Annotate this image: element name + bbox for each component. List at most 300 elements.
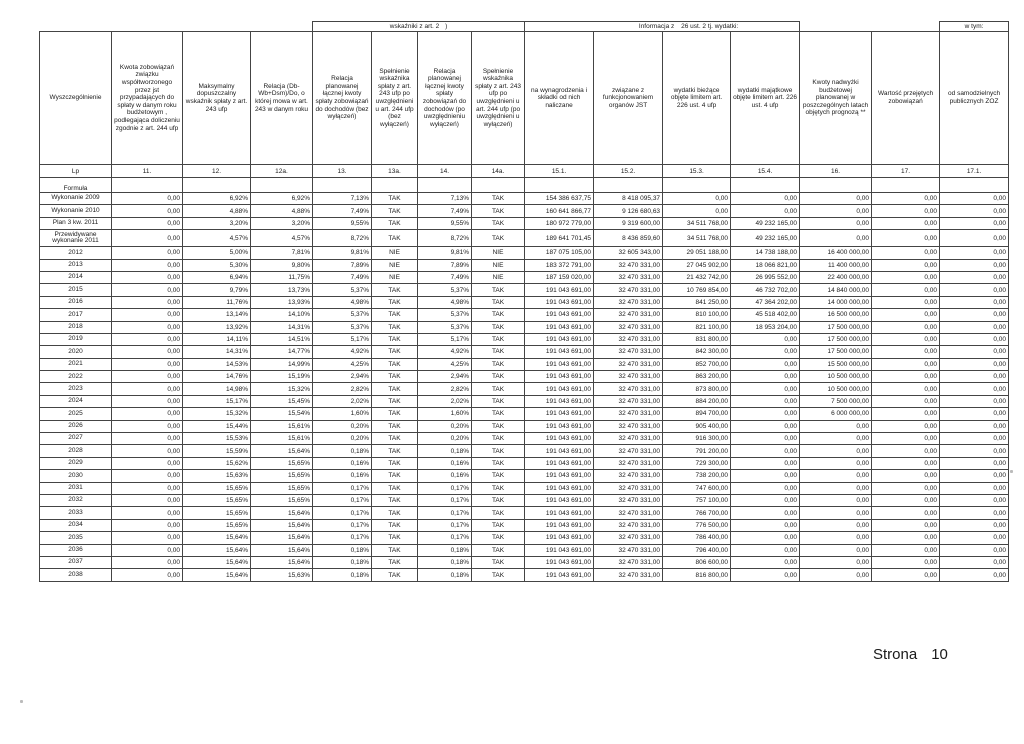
table-cell-c151: 191 043 691,00	[525, 470, 594, 482]
table-cell-c14a: TAK	[472, 482, 525, 494]
table-cell-c12: 15,53%	[183, 433, 251, 445]
column-header-1: Wyszczególnienie	[40, 32, 112, 165]
table-cell-c171: 0,00	[940, 346, 1009, 358]
table-row	[40, 358, 1009, 370]
table-cell-c14: 4,25%	[418, 358, 472, 370]
column-header-2: Kwota zobowiązań związku współtworzonego przez jst przypadających do spłaty w danym roku budżetowym , podlegająca doliczeniu zgodnie z art. 244 ufp	[112, 32, 183, 165]
table-cell-c152: 32 470 331,00	[594, 445, 663, 457]
table-cell-c13a: TAK	[372, 193, 418, 205]
table-cell-c151: 191 043 691,00	[525, 333, 594, 345]
table-cell-c13: 0,17%	[313, 519, 372, 531]
table-cell-c17: 0,00	[872, 193, 940, 205]
table-cell-c153: 34 511 768,00	[663, 230, 731, 247]
table-cell-c14a: TAK	[472, 569, 525, 581]
table-cell-c171: 0,00	[940, 358, 1009, 370]
table-row	[40, 556, 1009, 568]
column-number-row	[40, 165, 1009, 178]
table-cell-c17: 0,00	[872, 309, 940, 321]
table-cell-c12: 9,79%	[183, 284, 251, 296]
table-cell-c152: 32 605 343,00	[594, 247, 663, 259]
table-cell-c14: 2,94%	[418, 371, 472, 383]
table-row	[40, 544, 1009, 556]
table-row	[40, 569, 1009, 581]
page-number: 10	[931, 646, 948, 663]
table-cell-c152: 32 470 331,00	[594, 309, 663, 321]
table-cell-c16: 0,00	[800, 494, 872, 506]
table-row	[40, 383, 1009, 395]
table-cell-c153: 806 600,00	[663, 556, 731, 568]
column-header-7: Relacja planowanej łącznej kwoty spłaty zobowiązań do dochodów (po uwzględnieniu wyłączeń)	[418, 32, 472, 165]
table-cell-c11: 0,00	[112, 193, 183, 205]
table-cell-c16: 11 400 000,00	[800, 259, 872, 271]
table-cell-c14a: TAK	[472, 544, 525, 556]
table-cell-c12a: 6,92%	[251, 193, 313, 205]
table-cell-c12: 11,76%	[183, 296, 251, 308]
table-cell-c154: 26 995 552,00	[731, 271, 800, 283]
table-cell-c12a: 3,20%	[251, 217, 313, 229]
table-cell-c17: 0,00	[872, 271, 940, 283]
table-cell-c17: 0,00	[872, 507, 940, 519]
row-label: 2020	[40, 346, 112, 358]
table-cell-c12a: 4,57%	[251, 230, 313, 247]
column-number-5: 13.	[313, 165, 372, 178]
table-cell-c13: 7,49%	[313, 271, 372, 283]
table-cell-c14: 4,92%	[418, 346, 472, 358]
row-label: Wykonanie 2009	[40, 193, 112, 205]
table-cell-c11: 0,00	[112, 544, 183, 556]
table-cell-c17: 0,00	[872, 457, 940, 469]
table-cell-c152: 32 470 331,00	[594, 259, 663, 271]
table-cell-c152: 32 470 331,00	[594, 383, 663, 395]
table-cell-c12a: 9,80%	[251, 259, 313, 271]
table-cell-c17: 0,00	[872, 247, 940, 259]
table-cell-c154: 0,00	[731, 569, 800, 581]
table-cell-c13: 0,20%	[313, 420, 372, 432]
table-cell-c13: 0,16%	[313, 457, 372, 469]
table-row	[40, 217, 1009, 229]
row-label: 2021	[40, 358, 112, 370]
table-cell-c152: 32 470 331,00	[594, 494, 663, 506]
table-cell-c151: 191 043 691,00	[525, 309, 594, 321]
table-cell-c13: 4,98%	[313, 296, 372, 308]
table-cell-c13a: TAK	[372, 420, 418, 432]
table-cell-c16: 17 500 000,00	[800, 321, 872, 333]
table-cell-c153: 729 300,00	[663, 457, 731, 469]
table-cell-c14a: TAK	[472, 420, 525, 432]
table-cell-c154: 0,00	[731, 532, 800, 544]
table-cell-c12: 15,64%	[183, 532, 251, 544]
table-cell-c154: 0,00	[731, 433, 800, 445]
table-cell-c151: 191 043 691,00	[525, 358, 594, 370]
table-cell-c14: 2,82%	[418, 383, 472, 395]
table-cell-c11: 0,00	[112, 247, 183, 259]
table-cell-c12a: 14,31%	[251, 321, 313, 333]
table-cell-c154: 0,00	[731, 507, 800, 519]
table-cell-c154: 14 738 188,00	[731, 247, 800, 259]
table-cell-c14a: TAK	[472, 556, 525, 568]
table-cell-c154: 0,00	[731, 371, 800, 383]
table-cell-c154: 49 232 165,00	[731, 230, 800, 247]
table-cell-c151: 191 043 691,00	[525, 395, 594, 407]
table-cell-c17: 0,00	[872, 482, 940, 494]
table-cell-c17: 0,00	[872, 556, 940, 568]
table-row	[40, 445, 1009, 457]
table-cell-c17: 0,00	[872, 420, 940, 432]
table-cell-c153: 757 100,00	[663, 494, 731, 506]
table-cell-c16: 0,00	[800, 433, 872, 445]
table-cell-c13: 8,72%	[313, 230, 372, 247]
table-cell-c13: 4,25%	[313, 358, 372, 370]
row-label: 2017	[40, 309, 112, 321]
table-cell-c13a: TAK	[372, 296, 418, 308]
table-cell-c17: 0,00	[872, 519, 940, 531]
table-row	[40, 296, 1009, 308]
table-cell-c153: 831 800,00	[663, 333, 731, 345]
row-label: 2031	[40, 482, 112, 494]
column-header-15: od samodzielnych publicznych ZOZ	[940, 32, 1009, 165]
table-cell-c151: 191 043 691,00	[525, 383, 594, 395]
table-cell-c12a: 4,88%	[251, 205, 313, 217]
table-cell-c12: 15,64%	[183, 544, 251, 556]
row-label: 2033	[40, 507, 112, 519]
table-cell-c12: 14,53%	[183, 358, 251, 370]
table-cell-c14: 0,17%	[418, 532, 472, 544]
table-cell-c13a: TAK	[372, 556, 418, 568]
table-cell-c154: 18 953 204,00	[731, 321, 800, 333]
table-cell-c14: 0,17%	[418, 507, 472, 519]
table-cell-c16: 0,00	[800, 532, 872, 544]
table-cell-c153: 873 800,00	[663, 383, 731, 395]
table-cell-c12a: 14,77%	[251, 346, 313, 358]
row-label: 2032	[40, 494, 112, 506]
table-cell-c12: 15,59%	[183, 445, 251, 457]
table-cell-c12: 15,65%	[183, 482, 251, 494]
table-row	[40, 371, 1009, 383]
table-cell-c12a: 11,75%	[251, 271, 313, 283]
table-cell-c16: 10 500 000,00	[800, 371, 872, 383]
table-cell-c153: 852 700,00	[663, 358, 731, 370]
row-label: 2029	[40, 457, 112, 469]
table-cell-c12a: 15,65%	[251, 457, 313, 469]
table-cell-c153: 0,00	[663, 205, 731, 217]
page-footer	[873, 646, 962, 663]
table-cell-c17: 0,00	[872, 433, 940, 445]
table-cell-c14a: TAK	[472, 371, 525, 383]
table-row	[40, 457, 1009, 469]
row-label: 2026	[40, 420, 112, 432]
table-cell-c154: 0,00	[731, 333, 800, 345]
table-cell-c14: 0,18%	[418, 445, 472, 457]
table-row	[40, 321, 1009, 333]
table-cell-c11: 0,00	[112, 395, 183, 407]
table-cell-c153: 905 400,00	[663, 420, 731, 432]
table-cell-c14a: TAK	[472, 532, 525, 544]
table-cell-c17: 0,00	[872, 569, 940, 581]
table-cell-c151: 180 972 779,00	[525, 217, 594, 229]
table-cell-c171: 0,00	[940, 371, 1009, 383]
table-cell-c17: 0,00	[872, 470, 940, 482]
table-row	[40, 309, 1009, 321]
table-cell-c154: 0,00	[731, 556, 800, 568]
page-label: Strona	[873, 646, 918, 663]
row-label: Wykonanie 2010	[40, 205, 112, 217]
table-cell-c11: 0,00	[112, 383, 183, 395]
table-row	[40, 205, 1009, 217]
header-group-w-tym: w tym:	[940, 22, 1009, 32]
table-cell-c12: 5,30%	[183, 259, 251, 271]
table-row	[40, 408, 1009, 420]
table-cell-c12: 15,62%	[183, 457, 251, 469]
table-cell-c14: 5,37%	[418, 309, 472, 321]
table-cell-c12: 13,14%	[183, 309, 251, 321]
table-cell-c12a: 15,63%	[251, 569, 313, 581]
table-cell-c16: 0,00	[800, 470, 872, 482]
table-cell-c14: 0,17%	[418, 494, 472, 506]
table-cell-c11: 0,00	[112, 408, 183, 420]
table-cell-c14: 0,20%	[418, 420, 472, 432]
table-cell-c13a: NIE	[372, 271, 418, 283]
table-cell-c13a: TAK	[372, 383, 418, 395]
column-number-14: 17.	[872, 165, 940, 178]
table-cell-c11: 0,00	[112, 420, 183, 432]
table-cell-c171: 0,00	[940, 519, 1009, 531]
table-cell-c13: 9,55%	[313, 217, 372, 229]
table-cell-c171: 0,00	[940, 271, 1009, 283]
row-label: 2035	[40, 532, 112, 544]
table-cell-c13: 5,17%	[313, 333, 372, 345]
table-cell-c12a: 15,32%	[251, 383, 313, 395]
table-cell-c152: 9 126 680,63	[594, 205, 663, 217]
table-cell-c14a: TAK	[472, 346, 525, 358]
column-number-15: 17.1.	[940, 165, 1009, 178]
table-cell-c12: 14,11%	[183, 333, 251, 345]
table-cell-c13: 0,18%	[313, 556, 372, 568]
table-row	[40, 230, 1009, 247]
column-header-10: związane z funkcjonowaniem organów JST	[594, 32, 663, 165]
table-cell-c154: 0,00	[731, 193, 800, 205]
table-cell-c152: 32 470 331,00	[594, 321, 663, 333]
table-cell-c151: 187 159 020,00	[525, 271, 594, 283]
table-cell-c152: 32 470 331,00	[594, 408, 663, 420]
table-cell-c153: 863 200,00	[663, 371, 731, 383]
column-header-3: Maksymalny dopuszczalny wskaźnik spłaty z art. 243 ufp	[183, 32, 251, 165]
table-cell-c13: 0,17%	[313, 532, 372, 544]
table-cell-c171: 0,00	[940, 532, 1009, 544]
table-cell-c16: 7 500 000,00	[800, 395, 872, 407]
table-cell-c152: 32 470 331,00	[594, 569, 663, 581]
table-cell-c13: 0,18%	[313, 569, 372, 581]
table-cell-c151: 154 386 637,75	[525, 193, 594, 205]
table-cell-c153: 916 300,00	[663, 433, 731, 445]
table-cell-c16: 0,00	[800, 205, 872, 217]
row-label: Plan 3 kw. 2011	[40, 217, 112, 229]
document-sheet	[39, 21, 1008, 582]
table-cell-c14: 8,72%	[418, 230, 472, 247]
table-row	[40, 470, 1009, 482]
row-label: 2038	[40, 569, 112, 581]
table-cell-c12a: 15,19%	[251, 371, 313, 383]
table-cell-c12a: 15,61%	[251, 420, 313, 432]
table-cell-c171: 0,00	[940, 205, 1009, 217]
row-label: 2024	[40, 395, 112, 407]
table-row	[40, 247, 1009, 259]
table-cell-c14: 5,17%	[418, 333, 472, 345]
table-cell-c153: 791 200,00	[663, 445, 731, 457]
table-cell-c171: 0,00	[940, 507, 1009, 519]
table-cell-c11: 0,00	[112, 205, 183, 217]
table-cell-c13a: TAK	[372, 284, 418, 296]
table-cell-c13: 1,60%	[313, 408, 372, 420]
table-cell-c153: 0,00	[663, 193, 731, 205]
table-cell-c16: 0,00	[800, 457, 872, 469]
table-cell-c14: 0,20%	[418, 433, 472, 445]
table-cell-c154: 0,00	[731, 395, 800, 407]
table-cell-c13a: TAK	[372, 346, 418, 358]
table-cell-c153: 841 250,00	[663, 296, 731, 308]
table-cell-c171: 0,00	[940, 230, 1009, 247]
table-cell-c14: 7,13%	[418, 193, 472, 205]
table-cell-c14a: TAK	[472, 333, 525, 345]
table-cell-c12a: 15,64%	[251, 556, 313, 568]
table-cell-c171: 0,00	[940, 284, 1009, 296]
table-cell-c12: 14,76%	[183, 371, 251, 383]
table-cell-c171: 0,00	[940, 217, 1009, 229]
table-cell-c14a: TAK	[472, 217, 525, 229]
table-cell-c13a: TAK	[372, 532, 418, 544]
table-cell-c151: 191 043 691,00	[525, 346, 594, 358]
table-cell-c171: 0,00	[940, 259, 1009, 271]
table-cell-c152: 32 470 331,00	[594, 507, 663, 519]
formula-row	[40, 178, 1009, 193]
table-cell-c16: 0,00	[800, 569, 872, 581]
table-row	[40, 482, 1009, 494]
table-cell-c153: 776 500,00	[663, 519, 731, 531]
table-cell-c171: 0,00	[940, 569, 1009, 581]
table-cell-c152: 32 470 331,00	[594, 519, 663, 531]
table-cell-c14a: TAK	[472, 445, 525, 457]
table-row	[40, 395, 1009, 407]
table-cell-c13: 9,81%	[313, 247, 372, 259]
table-cell-c154: 49 232 165,00	[731, 217, 800, 229]
table-cell-c152: 32 470 331,00	[594, 271, 663, 283]
row-label: 2034	[40, 519, 112, 531]
table-cell-c171: 0,00	[940, 544, 1009, 556]
table-cell-c13a: TAK	[372, 470, 418, 482]
table-cell-c16: 17 500 000,00	[800, 346, 872, 358]
table-cell-c13a: TAK	[372, 309, 418, 321]
table-cell-c14a: TAK	[472, 433, 525, 445]
header-group-row	[40, 22, 1009, 32]
table-cell-c13: 2,02%	[313, 395, 372, 407]
table-cell-c16: 15 500 000,00	[800, 358, 872, 370]
table-cell-c14: 7,49%	[418, 271, 472, 283]
table-row	[40, 494, 1009, 506]
table-cell-c152: 32 470 331,00	[594, 556, 663, 568]
row-label: Przewidywane wykonanie 2011	[40, 230, 112, 247]
table-cell-c14a: TAK	[472, 408, 525, 420]
table-cell-c12a: 15,64%	[251, 544, 313, 556]
column-header-8: Spełnienie wskaźnika spłaty z art. 243 ufp po uwzględnieni u art. 244 ufp (po uwzględnieni u wyłączeń)	[472, 32, 525, 165]
row-label: 2015	[40, 284, 112, 296]
table-cell-c12a: 15,64%	[251, 532, 313, 544]
table-cell-c17: 0,00	[872, 383, 940, 395]
table-cell-c13a: TAK	[372, 445, 418, 457]
table-cell-c14: 0,16%	[418, 470, 472, 482]
table-cell-c14a: TAK	[472, 205, 525, 217]
table-cell-c153: 884 200,00	[663, 395, 731, 407]
table-cell-c151: 191 043 691,00	[525, 507, 594, 519]
header-group-informacja: Informacja z 26 ust. 2 tj. wydatki:	[525, 22, 800, 32]
table-cell-c154: 18 066 821,00	[731, 259, 800, 271]
column-header-9: na wynagrodzenia i składki od nich naliczane	[525, 32, 594, 165]
table-cell-c12a: 15,54%	[251, 408, 313, 420]
table-cell-c171: 0,00	[940, 445, 1009, 457]
table-cell-c151: 191 043 691,00	[525, 556, 594, 568]
table-cell-c12: 15,65%	[183, 494, 251, 506]
table-cell-c12a: 13,93%	[251, 296, 313, 308]
table-cell-c153: 766 700,00	[663, 507, 731, 519]
table-cell-c14: 0,17%	[418, 482, 472, 494]
column-number-4: 12a.	[251, 165, 313, 178]
table-cell-c13a: TAK	[372, 205, 418, 217]
row-label: 2019	[40, 333, 112, 345]
table-row	[40, 284, 1009, 296]
table-cell-c13a: TAK	[372, 519, 418, 531]
table-cell-c171: 0,00	[940, 470, 1009, 482]
table-cell-c12: 15,17%	[183, 395, 251, 407]
table-cell-c13a: TAK	[372, 507, 418, 519]
table-cell-c13: 7,13%	[313, 193, 372, 205]
table-cell-c154: 0,00	[731, 346, 800, 358]
table-cell-c171: 0,00	[940, 193, 1009, 205]
table-cell-c12a: 14,10%	[251, 309, 313, 321]
table-cell-c151: 191 043 691,00	[525, 544, 594, 556]
table-cell-c171: 0,00	[940, 309, 1009, 321]
table-cell-c151: 191 043 691,00	[525, 482, 594, 494]
row-label: 2013	[40, 259, 112, 271]
table-cell-c153: 747 600,00	[663, 482, 731, 494]
table-cell-c12: 13,92%	[183, 321, 251, 333]
table-cell-c14: 0,18%	[418, 556, 472, 568]
table-cell-c171: 0,00	[940, 383, 1009, 395]
table-cell-c13: 0,18%	[313, 544, 372, 556]
table-cell-c17: 0,00	[872, 395, 940, 407]
scan-speck	[20, 700, 23, 703]
table-cell-c12a: 15,64%	[251, 445, 313, 457]
table-cell-c14: 9,81%	[418, 247, 472, 259]
table-row	[40, 271, 1009, 283]
table-cell-c11: 0,00	[112, 470, 183, 482]
column-number-6: 13a.	[372, 165, 418, 178]
table-cell-c151: 191 043 691,00	[525, 519, 594, 531]
table-cell-c154: 0,00	[731, 519, 800, 531]
table-cell-c13a: TAK	[372, 433, 418, 445]
table-cell-c152: 32 470 331,00	[594, 358, 663, 370]
table-cell-c13a: TAK	[372, 358, 418, 370]
table-cell-c13: 2,82%	[313, 383, 372, 395]
table-cell-c13: 7,49%	[313, 205, 372, 217]
column-number-13: 16.	[800, 165, 872, 178]
table-cell-c14: 0,17%	[418, 519, 472, 531]
table-cell-c17: 0,00	[872, 371, 940, 383]
table-cell-c14a: TAK	[472, 383, 525, 395]
table-cell-c154: 0,00	[731, 457, 800, 469]
column-number-11: 15.3.	[663, 165, 731, 178]
table-cell-c152: 32 470 331,00	[594, 544, 663, 556]
table-cell-c153: 29 051 188,00	[663, 247, 731, 259]
table-cell-c151: 191 043 691,00	[525, 371, 594, 383]
table-cell-c154: 45 518 402,00	[731, 309, 800, 321]
